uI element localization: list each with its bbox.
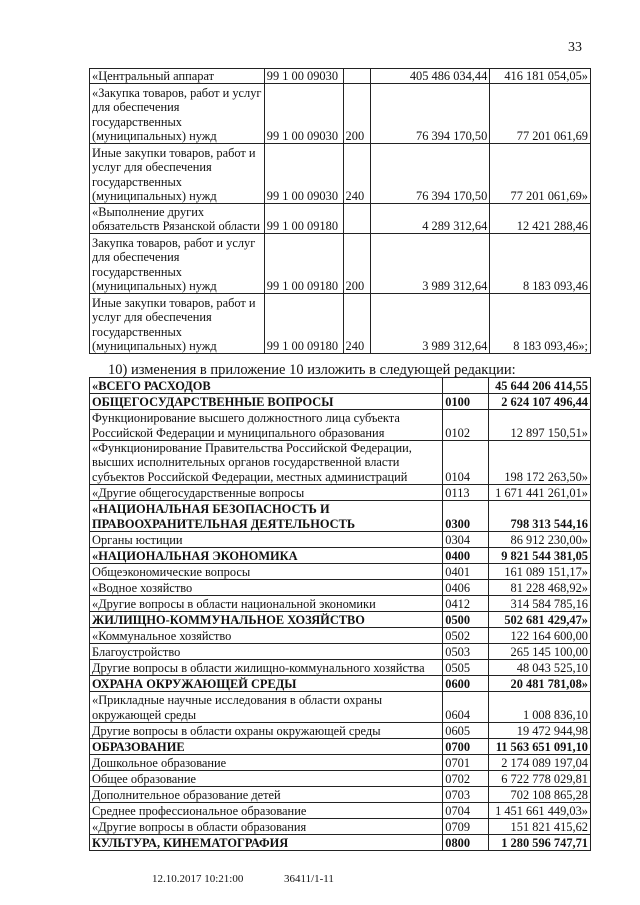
cell-sum: 1 671 441 261,01» (489, 485, 591, 501)
cell-code: 0502 (443, 628, 489, 644)
cell-name: ОБЩЕГОСУДАРСТВЕННЫЕ ВОПРОСЫ (90, 394, 443, 410)
cell-code: 99 1 00 09180 (264, 294, 343, 354)
cell-name: Иные закупки товаров, работ и услуг для обеспечения государственных (муниципальных) нужд (90, 144, 265, 204)
table-row (90, 755, 591, 771)
cell-sum: 798 313 544,16 (489, 501, 591, 532)
cell-s2: 12 421 288,46 (490, 204, 591, 234)
cell-code: 0104 (443, 441, 489, 485)
cell-s1: 76 394 170,50 (371, 144, 490, 204)
cell-code: 0400 (443, 548, 489, 564)
cell-name: «Центральный аппарат (90, 69, 265, 84)
table-row (90, 580, 591, 596)
cell-name: «Водное хозяйство (90, 580, 443, 596)
cell-name: Другие вопросы в области охраны окружающей среды (90, 723, 443, 739)
table-row (90, 692, 591, 723)
cell-sum: 48 043 525,10 (489, 660, 591, 676)
cell-name: Иные закупки товаров, работ и услуг для обеспечения государственных (муниципальных) нужд (90, 294, 265, 354)
cell-vr: 200 (343, 84, 371, 144)
cell-name: Среднее профессиональное образование (90, 803, 443, 819)
page-number: 33 (568, 40, 582, 55)
cell-name: КУЛЬТУРА, КИНЕМАТОГРАФИЯ (90, 835, 443, 851)
cell-code: 0600 (443, 676, 489, 692)
cell-sum: 1 008 836,10 (489, 692, 591, 723)
cell-name: «Выполнение других обязательств Рязанской области (90, 204, 265, 234)
cell-name: Общеэкономические вопросы (90, 564, 443, 580)
cell-name: «ВСЕГО РАСХОДОВ (90, 378, 443, 394)
cell-code: 99 1 00 09030 (264, 144, 343, 204)
table-row (90, 564, 591, 580)
cell-name: Функционирование высшего должностного лица субъекта Российской Федерации и муниципального образования (90, 410, 443, 441)
cell-name: «НАЦИОНАЛЬНАЯ ЭКОНОМИКА (90, 548, 443, 564)
table-row (90, 819, 591, 835)
cell-s2: 416 181 054,05» (490, 69, 591, 84)
table-row (90, 787, 591, 803)
table-row (90, 84, 591, 144)
table-row (90, 234, 591, 294)
table-row (90, 739, 591, 755)
cell-vr: 240 (343, 294, 371, 354)
cell-name: «Другие вопросы в области образования (90, 819, 443, 835)
table-row (90, 441, 591, 485)
cell-code: 0700 (443, 739, 489, 755)
cell-name: «Другие общегосударственные вопросы (90, 485, 443, 501)
expenditure-sections-table (89, 377, 591, 851)
cell-code: 99 1 00 09180 (264, 234, 343, 294)
cell-sum: 502 681 429,47» (489, 612, 591, 628)
cell-name: Общее образование (90, 771, 443, 787)
cell-code: 0300 (443, 501, 489, 532)
table-row (90, 394, 591, 410)
cell-sum: 1 451 661 449,03» (489, 803, 591, 819)
cell-name: «Другие вопросы в области национальной экономики (90, 596, 443, 612)
table-row (90, 485, 591, 501)
cell-code: 99 1 00 09030 (264, 84, 343, 144)
table-row (90, 501, 591, 532)
amendment-heading: 10) изменения в приложение 10 изложить в следующей редакции: (108, 362, 516, 378)
cell-name: «Прикладные научные исследования в области охраны окружающей среды (90, 692, 443, 723)
table-row (90, 294, 591, 354)
cell-sum: 314 584 785,16 (489, 596, 591, 612)
cell-sum: 151 821 415,62 (489, 819, 591, 835)
cell-code: 0406 (443, 580, 489, 596)
cell-sum: 45 644 206 414,55 (489, 378, 591, 394)
table-row (90, 204, 591, 234)
cell-sum: 9 821 544 381,05 (489, 548, 591, 564)
cell-code: 0709 (443, 819, 489, 835)
cell-code: 0503 (443, 644, 489, 660)
cell-name: «Функционирование Правительства Российской Федерации, высших исполнительных органов государственной власти субъектов Российской Федерации, местных администраций (90, 441, 443, 485)
table-row (90, 835, 591, 851)
cell-s2: 8 183 093,46»; (490, 294, 591, 354)
table-row (90, 532, 591, 548)
cell-sum: 86 912 230,00» (489, 532, 591, 548)
cell-sum: 161 089 151,17» (489, 564, 591, 580)
table-row (90, 660, 591, 676)
cell-code: 0701 (443, 755, 489, 771)
cell-name: Дополнительное образование детей (90, 787, 443, 803)
cell-code: 0102 (443, 410, 489, 441)
cell-s1: 3 989 312,64 (371, 294, 490, 354)
cell-vr: 200 (343, 234, 371, 294)
footer-doc-number: 36411/1-11 (284, 873, 334, 885)
cell-code: 99 1 00 09030 (264, 69, 343, 84)
cell-sum: 6 722 778 029,81 (489, 771, 591, 787)
cell-sum: 2 174 089 197,04 (489, 755, 591, 771)
cell-vr (343, 69, 371, 84)
cell-code: 0304 (443, 532, 489, 548)
cell-s1: 405 486 034,44 (371, 69, 490, 84)
appropriations-table (89, 68, 591, 354)
cell-sum: 12 897 150,51» (489, 410, 591, 441)
cell-name: «Закупка товаров, работ и услуг для обеспечения государственных (муниципальных) нужд (90, 84, 265, 144)
cell-code: 0412 (443, 596, 489, 612)
cell-name: ОХРАНА ОКРУЖАЮЩЕЙ СРЕДЫ (90, 676, 443, 692)
table-row (90, 378, 591, 394)
cell-name: «НАЦИОНАЛЬНАЯ БЕЗОПАСНОСТЬ И ПРАВООХРАНИТЕЛЬНАЯ ДЕЯТЕЛЬНОСТЬ (90, 501, 443, 532)
cell-code: 0500 (443, 612, 489, 628)
table-row (90, 723, 591, 739)
footer-datetime: 12.10.2017 10:21:00 (152, 873, 244, 885)
cell-name: Благоустройство (90, 644, 443, 660)
cell-sum: 2 624 107 496,44 (489, 394, 591, 410)
cell-sum: 702 108 865,28 (489, 787, 591, 803)
cell-sum: 19 472 944,98 (489, 723, 591, 739)
cell-s2: 8 183 093,46 (490, 234, 591, 294)
table-row (90, 644, 591, 660)
table-row (90, 612, 591, 628)
cell-sum: 122 164 600,00 (489, 628, 591, 644)
cell-code: 0100 (443, 394, 489, 410)
cell-code: 0703 (443, 787, 489, 803)
cell-vr: 240 (343, 144, 371, 204)
cell-code: 0401 (443, 564, 489, 580)
cell-code: 0704 (443, 803, 489, 819)
cell-s1: 4 289 312,64 (371, 204, 490, 234)
cell-code: 0505 (443, 660, 489, 676)
cell-code (443, 378, 489, 394)
cell-name: Другие вопросы в области жилищно-коммунального хозяйства (90, 660, 443, 676)
cell-s1: 3 989 312,64 (371, 234, 490, 294)
table-row (90, 596, 591, 612)
table-row (90, 771, 591, 787)
cell-code: 0604 (443, 692, 489, 723)
cell-sum: 1 280 596 747,71 (489, 835, 591, 851)
table-row (90, 144, 591, 204)
cell-sum: 198 172 263,50» (489, 441, 591, 485)
table-row (90, 410, 591, 441)
cell-sum: 265 145 100,00 (489, 644, 591, 660)
cell-vr (343, 204, 371, 234)
cell-name: Дошкольное образование (90, 755, 443, 771)
cell-code: 0800 (443, 835, 489, 851)
cell-name: Закупка товаров, работ и услуг для обеспечения государственных (муниципальных) нужд (90, 234, 265, 294)
table-row (90, 803, 591, 819)
cell-s2: 77 201 061,69» (490, 144, 591, 204)
cell-code: 0113 (443, 485, 489, 501)
cell-name: ЖИЛИЩНО-КОММУНАЛЬНОЕ ХОЗЯЙСТВО (90, 612, 443, 628)
cell-code: 0702 (443, 771, 489, 787)
cell-sum: 20 481 781,08» (489, 676, 591, 692)
table-row (90, 69, 591, 84)
cell-s2: 77 201 061,69 (490, 84, 591, 144)
cell-name: ОБРАЗОВАНИЕ (90, 739, 443, 755)
cell-code: 0605 (443, 723, 489, 739)
cell-name: Органы юстиции (90, 532, 443, 548)
cell-s1: 76 394 170,50 (371, 84, 490, 144)
table-row (90, 676, 591, 692)
cell-sum: 81 228 468,92» (489, 580, 591, 596)
table-row (90, 548, 591, 564)
table-row (90, 628, 591, 644)
cell-name: «Коммунальное хозяйство (90, 628, 443, 644)
cell-sum: 11 563 651 091,10 (489, 739, 591, 755)
cell-code: 99 1 00 09180 (264, 204, 343, 234)
